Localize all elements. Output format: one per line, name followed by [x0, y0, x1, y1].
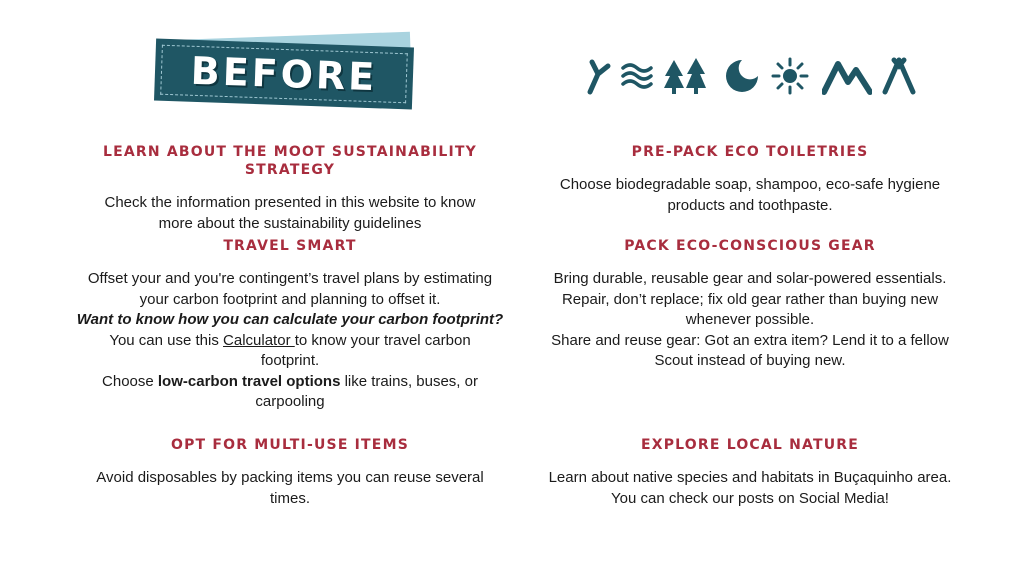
section-multi-use [60, 436, 520, 509]
section-eco-gear [520, 237, 980, 372]
tent-icon [882, 56, 916, 96]
section-heading: TRAVEL SMART [223, 238, 357, 254]
section-travel-smart [60, 237, 520, 413]
waves-icon [620, 56, 654, 96]
section-heading: LEARN ABOUT THE MOOT SUSTAINABILITY STRATEGY [102, 144, 478, 178]
section-heading: EXPLORE LOCAL NATURE [640, 437, 860, 453]
section-eco-toiletries [520, 143, 980, 216]
mountains-icon [822, 56, 872, 96]
before-banner [155, 36, 417, 110]
calculator-link[interactable]: Calculator [223, 331, 295, 349]
section-body: Bring durable, reusable gear and solar-powered essentials. Repair, don’t replace; fix old gear rather than buying new whenever possible. Share and reuse gear: Got an extra item? Lend it to a fellow Scout instead of buying new. [551, 270, 949, 369]
section-body: Choose biodegradable soap, shampoo, eco-safe hygiene products and toothpaste. [559, 176, 941, 214]
trees-icon [662, 56, 712, 96]
section-learn-strategy [60, 143, 520, 234]
banner-ribbon [154, 39, 414, 110]
sun-icon [770, 56, 810, 96]
section-body: Avoid disposables by packing items you can reuse several times. [96, 469, 484, 507]
section-local-nature [520, 436, 980, 509]
section-heading: PACK ECO-CONSCIOUS GEAR [624, 238, 876, 254]
section-body: Check the information presented in this website to know more about the sustainability guidelines [104, 194, 476, 232]
branch-icon [586, 56, 612, 96]
banner-label: BEFORE [190, 48, 378, 100]
section-heading: PRE-PACK ECO TOILETRIES [631, 144, 869, 160]
moon-icon [724, 56, 760, 96]
carbon-question: Want to know how you can calculate your carbon footprint? [76, 311, 504, 328]
section-body: Learn about native species and habitats in Buçaquinho area. You can check our posts on Social Media! [548, 469, 952, 507]
section-heading: OPT FOR MULTI-USE ITEMS [170, 437, 409, 453]
section-body: Offset your and you're contingent’s travel plans by estimating your carbon footprint and planning to offset it. Want to know how you can calculate your carbon footprint? You can use this Calculator to know your travel carbon footprint. Choose low-carbon travel options like trains, buses, or carpooling [76, 270, 504, 410]
